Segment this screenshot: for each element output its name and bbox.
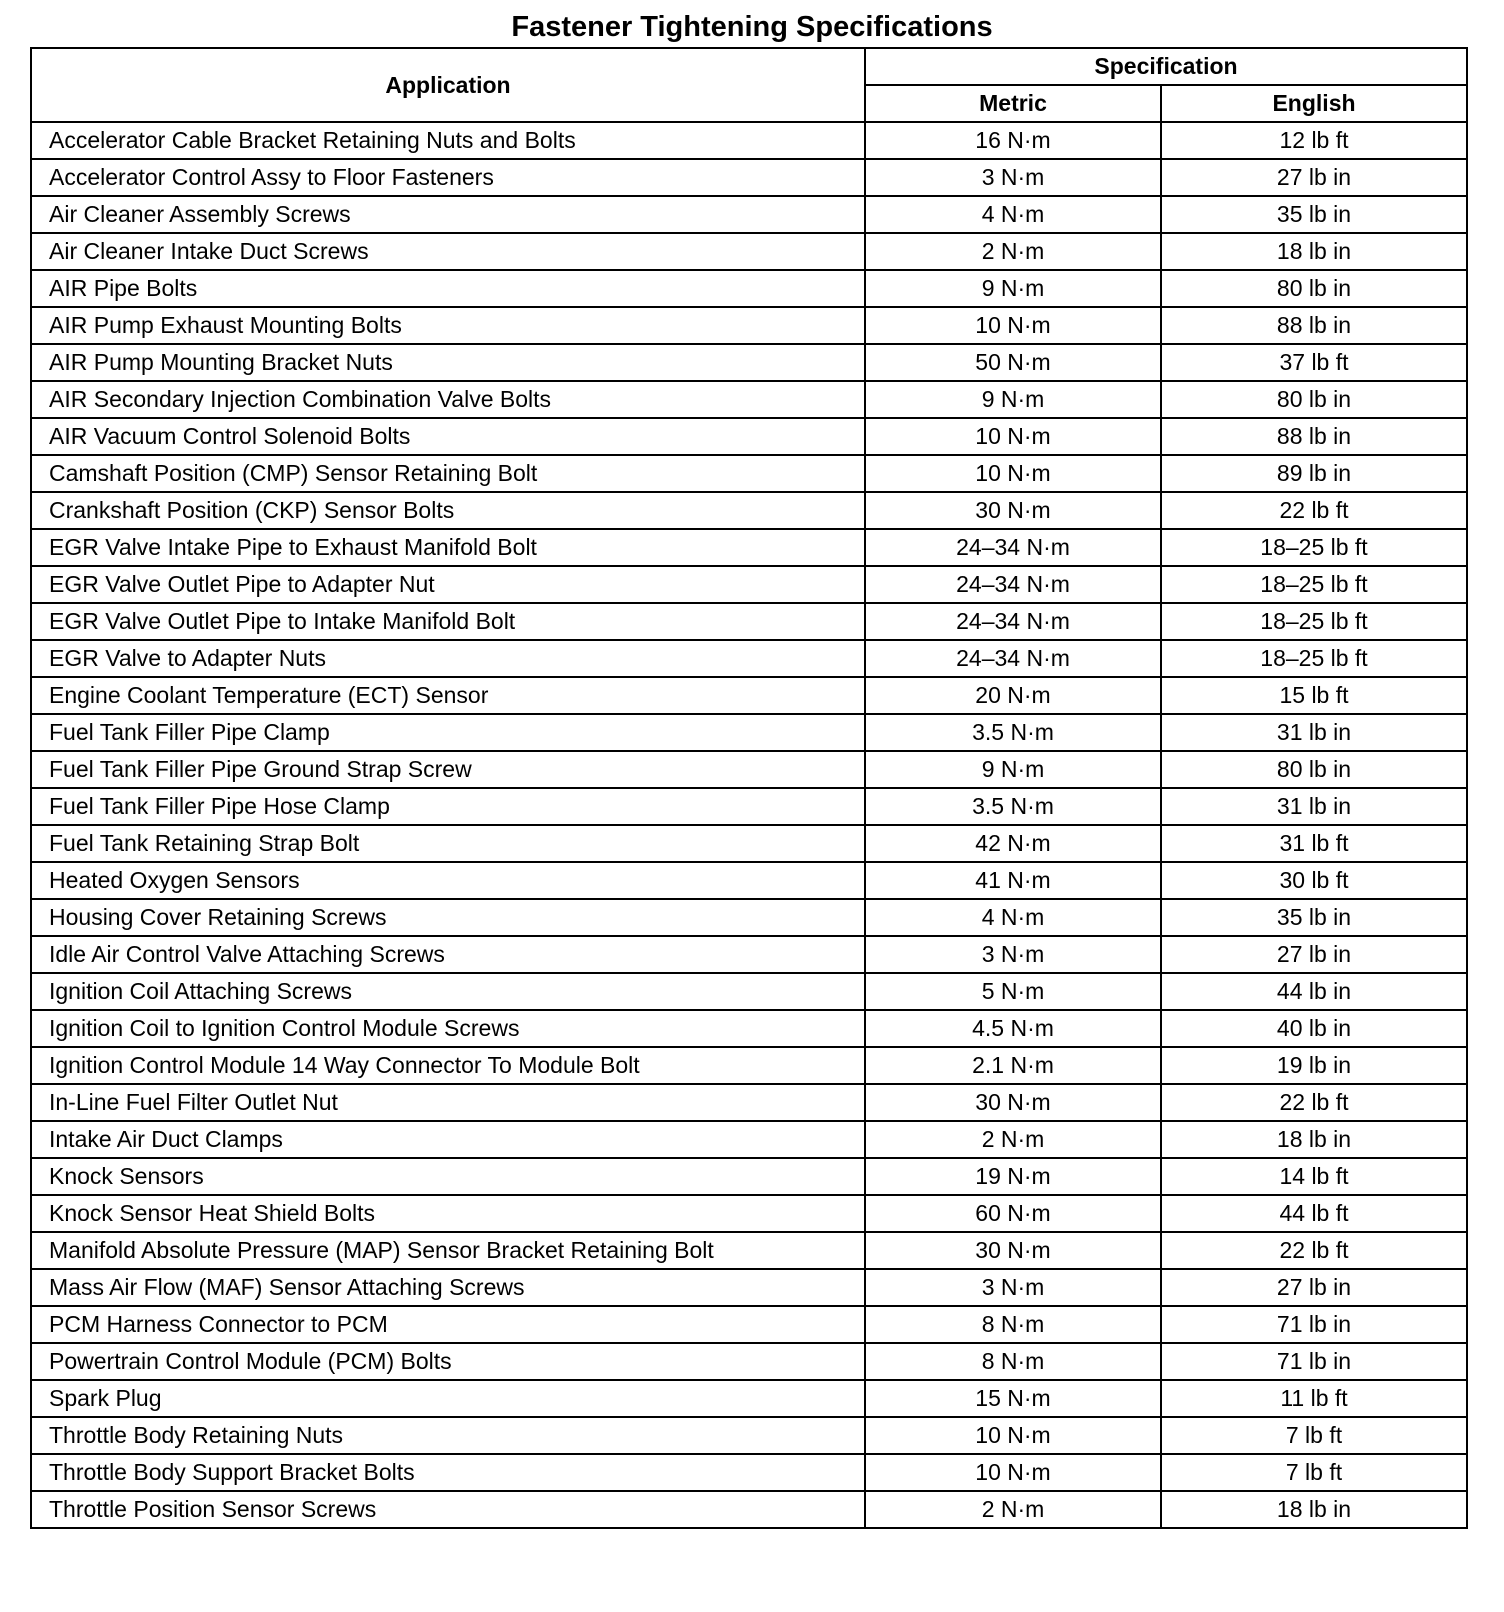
cell-metric: 3.5 N·m [865,788,1161,825]
table-row [31,270,1467,307]
cell-metric: 9 N·m [865,381,1161,418]
cell-english: 80 lb in [1161,751,1467,788]
cell-metric: 60 N·m [865,1195,1161,1232]
cell-english: 27 lb in [1161,936,1467,973]
cell-application: Fuel Tank Retaining Strap Bolt [31,825,865,862]
cell-english: 88 lb in [1161,418,1467,455]
cell-metric: 20 N·m [865,677,1161,714]
cell-metric: 9 N·m [865,270,1161,307]
table-row [31,1306,1467,1343]
cell-metric: 30 N·m [865,1232,1161,1269]
cell-application: Fuel Tank Filler Pipe Clamp [31,714,865,751]
table-header [31,48,1467,122]
cell-application: Intake Air Duct Clamps [31,1121,865,1158]
cell-metric: 8 N·m [865,1306,1161,1343]
page-title: Fastener Tightening Specifications [511,11,993,43]
cell-application: Throttle Position Sensor Screws [31,1491,865,1528]
table-row [31,1417,1467,1454]
table-row [31,973,1467,1010]
cell-english: 31 lb ft [1161,825,1467,862]
table-row [31,566,1467,603]
cell-english: 18 lb in [1161,1121,1467,1158]
cell-application: Air Cleaner Intake Duct Screws [31,233,865,270]
cell-application: Camshaft Position (CMP) Sensor Retaining Bolt [31,455,865,492]
table-row [31,159,1467,196]
cell-metric: 24–34 N·m [865,566,1161,603]
table-row [31,603,1467,640]
cell-metric: 10 N·m [865,418,1161,455]
table-row [31,1158,1467,1195]
cell-application: Ignition Coil Attaching Screws [31,973,865,1010]
table-row [31,936,1467,973]
cell-english: 18–25 lb ft [1161,529,1467,566]
cell-english: 37 lb ft [1161,344,1467,381]
header-specification: Specification [865,48,1467,85]
cell-english: 22 lb ft [1161,492,1467,529]
cell-english: 31 lb in [1161,788,1467,825]
header-metric: Metric [865,85,1161,122]
cell-application: Fuel Tank Filler Pipe Hose Clamp [31,788,865,825]
cell-metric: 2 N·m [865,1491,1161,1528]
header-english: English [1161,85,1467,122]
cell-application: Manifold Absolute Pressure (MAP) Sensor Bracket Retaining Bolt [31,1232,865,1269]
cell-metric: 2 N·m [865,1121,1161,1158]
cell-application: Mass Air Flow (MAF) Sensor Attaching Screws [31,1269,865,1306]
header-application: Application [31,48,865,122]
cell-application: PCM Harness Connector to PCM [31,1306,865,1343]
cell-application: Housing Cover Retaining Screws [31,899,865,936]
table-row [31,1491,1467,1528]
table-row [31,1084,1467,1121]
cell-metric: 41 N·m [865,862,1161,899]
cell-english: 89 lb in [1161,455,1467,492]
cell-application: Fuel Tank Filler Pipe Ground Strap Screw [31,751,865,788]
table-row [31,1380,1467,1417]
cell-application: In-Line Fuel Filter Outlet Nut [31,1084,865,1121]
cell-metric: 10 N·m [865,307,1161,344]
cell-application: Accelerator Cable Bracket Retaining Nuts and Bolts [31,122,865,159]
cell-application: AIR Pipe Bolts [31,270,865,307]
cell-metric: 42 N·m [865,825,1161,862]
cell-metric: 24–34 N·m [865,640,1161,677]
cell-metric: 9 N·m [865,751,1161,788]
cell-english: 44 lb in [1161,973,1467,1010]
cell-metric: 3 N·m [865,159,1161,196]
cell-english: 31 lb in [1161,714,1467,751]
table-row [31,1454,1467,1491]
cell-english: 18–25 lb ft [1161,603,1467,640]
cell-english: 14 lb ft [1161,1158,1467,1195]
cell-english: 19 lb in [1161,1047,1467,1084]
cell-metric: 4 N·m [865,196,1161,233]
table-row [31,1343,1467,1380]
cell-metric: 30 N·m [865,492,1161,529]
cell-application: AIR Vacuum Control Solenoid Bolts [31,418,865,455]
table-row [31,788,1467,825]
cell-application: EGR Valve Outlet Pipe to Adapter Nut [31,566,865,603]
table-row [31,1232,1467,1269]
table-row [31,825,1467,862]
table-row [31,677,1467,714]
cell-application: Ignition Coil to Ignition Control Module Screws [31,1010,865,1047]
cell-english: 35 lb in [1161,196,1467,233]
table-row [31,529,1467,566]
table-row [31,122,1467,159]
table-row [31,899,1467,936]
cell-metric: 10 N·m [865,455,1161,492]
table-row [31,862,1467,899]
cell-metric: 4.5 N·m [865,1010,1161,1047]
cell-metric: 8 N·m [865,1343,1161,1380]
table-row [31,1269,1467,1306]
cell-english: 44 lb ft [1161,1195,1467,1232]
cell-metric: 3.5 N·m [865,714,1161,751]
cell-english: 80 lb in [1161,381,1467,418]
cell-english: 71 lb in [1161,1343,1467,1380]
table-row [31,751,1467,788]
table-row [31,640,1467,677]
cell-application: Ignition Control Module 14 Way Connector To Module Bolt [31,1047,865,1084]
table-row [31,1010,1467,1047]
cell-application: AIR Pump Mounting Bracket Nuts [31,344,865,381]
cell-english: 12 lb ft [1161,122,1467,159]
cell-english: 35 lb in [1161,899,1467,936]
table-row [31,381,1467,418]
cell-metric: 30 N·m [865,1084,1161,1121]
cell-metric: 24–34 N·m [865,529,1161,566]
cell-metric: 4 N·m [865,899,1161,936]
cell-english: 7 lb ft [1161,1417,1467,1454]
cell-application: AIR Pump Exhaust Mounting Bolts [31,307,865,344]
cell-metric: 3 N·m [865,936,1161,973]
cell-application: Idle Air Control Valve Attaching Screws [31,936,865,973]
cell-metric: 24–34 N·m [865,603,1161,640]
cell-metric: 2 N·m [865,233,1161,270]
cell-application: Throttle Body Retaining Nuts [31,1417,865,1454]
cell-metric: 19 N·m [865,1158,1161,1195]
cell-metric: 50 N·m [865,344,1161,381]
cell-application: Spark Plug [31,1380,865,1417]
cell-metric: 10 N·m [865,1454,1161,1491]
cell-metric: 16 N·m [865,122,1161,159]
cell-application: Engine Coolant Temperature (ECT) Sensor [31,677,865,714]
cell-english: 7 lb ft [1161,1454,1467,1491]
cell-application: Knock Sensors [31,1158,865,1195]
cell-metric: 5 N·m [865,973,1161,1010]
cell-metric: 10 N·m [865,1417,1161,1454]
cell-english: 40 lb in [1161,1010,1467,1047]
cell-english: 18–25 lb ft [1161,640,1467,677]
cell-english: 80 lb in [1161,270,1467,307]
cell-english: 18 lb in [1161,1491,1467,1528]
cell-application: EGR Valve Outlet Pipe to Intake Manifold Bolt [31,603,865,640]
cell-english: 18 lb in [1161,233,1467,270]
table-row [31,1047,1467,1084]
table-row [31,1121,1467,1158]
cell-english: 22 lb ft [1161,1232,1467,1269]
cell-application: Throttle Body Support Bracket Bolts [31,1454,865,1491]
cell-application: EGR Valve to Adapter Nuts [31,640,865,677]
cell-english: 15 lb ft [1161,677,1467,714]
cell-application: Heated Oxygen Sensors [31,862,865,899]
table-row [31,418,1467,455]
cell-english: 22 lb ft [1161,1084,1467,1121]
cell-metric: 2.1 N·m [865,1047,1161,1084]
table-row [31,492,1467,529]
spec-table [30,47,1468,1529]
cell-application: Knock Sensor Heat Shield Bolts [31,1195,865,1232]
cell-metric: 3 N·m [865,1269,1161,1306]
cell-application: Crankshaft Position (CKP) Sensor Bolts [31,492,865,529]
table-row [31,344,1467,381]
cell-application: Air Cleaner Assembly Screws [31,196,865,233]
cell-application: Powertrain Control Module (PCM) Bolts [31,1343,865,1380]
cell-application: Accelerator Control Assy to Floor Fasteners [31,159,865,196]
cell-english: 71 lb in [1161,1306,1467,1343]
cell-english: 11 lb ft [1161,1380,1467,1417]
table-body [31,122,1467,1528]
cell-metric: 15 N·m [865,1380,1161,1417]
table-row [31,714,1467,751]
cell-english: 27 lb in [1161,1269,1467,1306]
table-row [31,233,1467,270]
table-row [31,307,1467,344]
table-row [31,1195,1467,1232]
cell-english: 27 lb in [1161,159,1467,196]
table-row [31,196,1467,233]
cell-english: 30 lb ft [1161,862,1467,899]
cell-application: EGR Valve Intake Pipe to Exhaust Manifold Bolt [31,529,865,566]
cell-english: 18–25 lb ft [1161,566,1467,603]
cell-application: AIR Secondary Injection Combination Valve Bolts [31,381,865,418]
table-row [31,455,1467,492]
cell-english: 88 lb in [1161,307,1467,344]
